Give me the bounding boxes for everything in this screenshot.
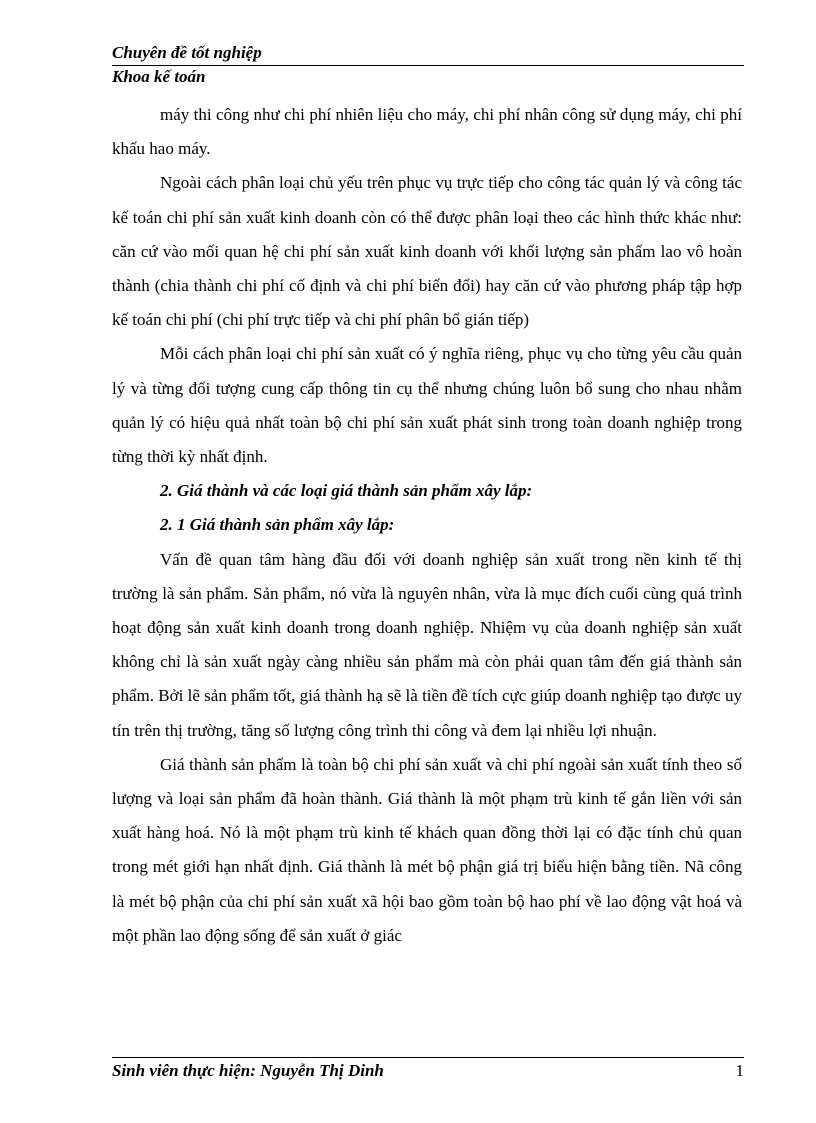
paragraph-1: máy thi công như chi phí nhiên liệu cho máy, chi phí nhân công sử dụng máy, chi phí khấu hao máy. [112,105,742,159]
page-body [112,98,742,953]
paragraph-2: Ngoài cách phân loại chủ yếu trên phục vụ trực tiếp cho công tác quản lý và công tác kế toán chi phí sản xuất kinh doanh còn có thể được phân loại theo các hình thức khác như: căn cứ vào mối quan hệ chi phí sản xuất kinh doanh với khối lượng sản phẩm lao vô hoàn thành (chia thành chi phí cố định và chi phí biến đổi) hay căn cứ vào phương pháp tập hợp kế toán chi phí (chi phí trực tiếp và chi phí phân bổ gián tiếp) [112,173,742,330]
document-title: Chuyên đề tốt nghiệp [112,43,262,62]
paragraph-4: Vấn đề quan tâm hàng đầu đối với doanh nghiệp sản xuất trong nền kinh tế thị trường là sản phẩm. Sản phẩm, nó vừa là nguyên nhân, vừa là mục đích cuối cùng quá trình hoạt động sản xuất kinh doanh trong doanh nghiệp. Nhiệm vụ của doanh nghiệp sản xuất không chỉ là sản xuất ngày càng nhiều sản phẩm mà còn phải quan tâm đến giá thành sản phẩm. Bởi lẽ sản phẩm tốt, giá thành hạ sẽ là tiền đề tích cực giúp doanh nghiệp tạo được uy tín trên thị trường, tăng số lượng công trình thi công và đem lại nhiều lợi nhuận. [112,549,742,740]
page-number: 1 [735,1061,744,1080]
section-heading: 2. Giá thành và các loại giá thành sản phẩm xây lắp: [160,481,533,501]
subsection-heading: 2. 1 Giá thành sản phẩm xây lắp: [160,515,395,535]
page-header [112,42,744,88]
faculty-name: Khoa kế toán [112,67,206,86]
page-footer [112,1057,744,1084]
author-line: Sinh viên thực hiện: Nguyễn Thị Dinh [112,1061,384,1080]
paragraph-3: Mỗi cách phân loại chi phí sản xuất có ý nghĩa riêng, phục vụ cho từng yêu cầu quản lý và từng đối tượng cung cấp thông tin cụ thể nhưng chúng luôn bổ sung cho nhau nhằm quản lý có hiệu quả nhất toàn bộ chi phí sản xuất phát sinh trong toàn doanh nghiệp trong từng thời kỳ nhất định. [112,344,742,467]
paragraph-5: Giá thành sản phẩm là toàn bộ chi phí sản xuất và chi phí ngoài sản xuất tính theo số lượng và loại sản phẩm đã hoàn thành. Giá thành là một phạm trù kinh tế gắn liền với sản xuất hàng hoá. Nó là một phạm trù kinh tế khách quan đồng thời lại có đặc tính chủ quan trong mét giới hạn nhất định. Giá thành là mét bộ phận giá trị biểu hiện bằng tiền. Nã công là mét bộ phận của chi phí sản xuất xã hội bao gồm toàn bộ hao phí về lao động vật hoá và một phần lao động sống để sản xuất ở giác [112,754,742,945]
